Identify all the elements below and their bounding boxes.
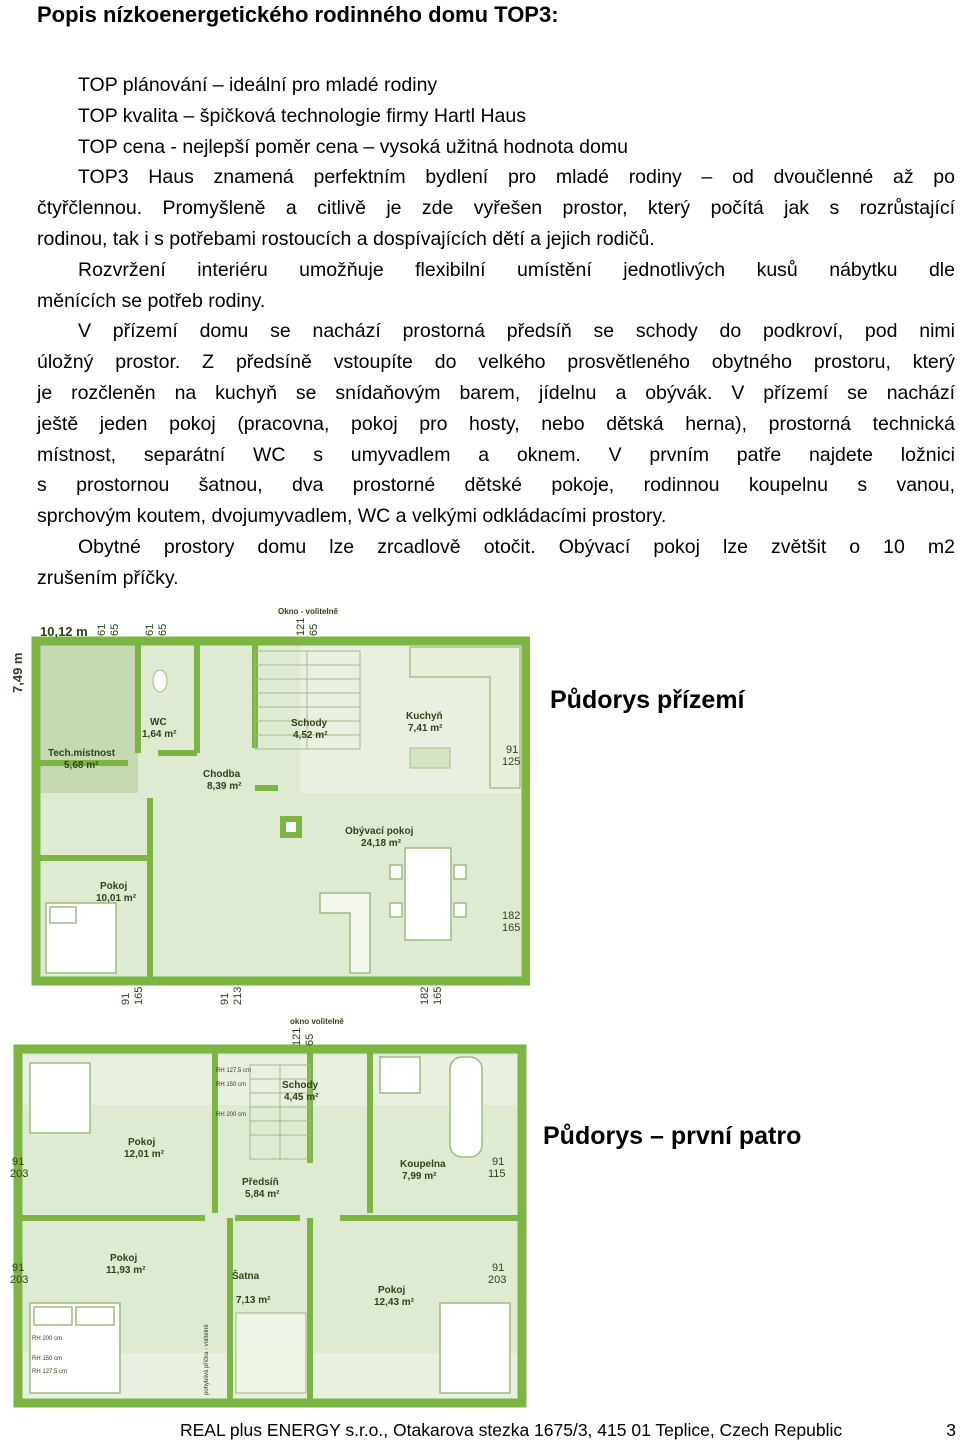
window-dim: 125	[502, 756, 521, 768]
room-area: 24,18 m²	[361, 838, 402, 849]
window-dim: 165	[502, 922, 521, 934]
window-dim: 65	[157, 623, 169, 636]
room-area: 11,93 m²	[106, 1265, 146, 1276]
window-dim: 65	[308, 623, 320, 636]
room-name: Pokoj	[128, 1137, 156, 1148]
text-line: TOP3 Haus znamená perfektním bydlení pro mladé rodiny – od dvoučlenné až po	[78, 166, 955, 189]
text-line: V přízemí domu se nachází prostorná předsíň se schody do podkroví, pod nimi	[78, 320, 955, 343]
room-name: Pokoj	[378, 1285, 406, 1296]
window-dim: 91	[492, 1262, 505, 1274]
window-dim: 65	[109, 623, 121, 636]
dim-width: 10,12 m	[40, 624, 88, 639]
window-dim: 65	[304, 1033, 316, 1046]
window-dim: 115	[488, 1168, 506, 1180]
partition-note: pohyblivá příčka - volitelně	[204, 1324, 210, 1395]
text-line: rodinou, tak i s potřebami rostoucích a dospívajících dětí a jejich rodičů.	[37, 227, 655, 250]
room-area: 7,41 m²	[408, 723, 443, 734]
window-dim: 91	[506, 744, 519, 756]
room-area: 7,13 m²	[236, 1295, 271, 1306]
window-dim: 121	[291, 1027, 303, 1046]
room-name: Koupelna	[400, 1159, 446, 1170]
top-line: TOP cena - nejlepší poměr cena – vysoká užitná hodnota domu	[78, 135, 628, 158]
room-name: Předsíň	[242, 1177, 279, 1188]
paragraph-interior	[37, 255, 955, 317]
room-area: 1,64 m²	[142, 729, 177, 740]
text-line: ještě jeden pokoj (pracovna, pokoj pro hosty, nebo dětská herna), prostorná technická	[37, 412, 955, 435]
window-dim: 182	[419, 986, 431, 1005]
top-list	[37, 70, 955, 594]
room-area: 12,01 m²	[124, 1149, 165, 1160]
window-dim: 182	[502, 910, 521, 922]
company-address: REAL plus ENERGY s.r.o., Otakarova stezka 1675/3, 415 01 Teplice, Czech Republic	[180, 1420, 843, 1440]
paragraph-top3-haus	[37, 162, 955, 254]
text-line: úložný prostor. Z předsíně vstoupíte do velkého prosvětleného obytného prostoru, který	[37, 351, 955, 374]
room-name: Obývací pokoj	[345, 826, 414, 837]
dim-depth: 7,49 m	[10, 652, 25, 693]
ground-floor-plan	[10, 603, 530, 1009]
page-number: 3	[946, 1420, 956, 1440]
first-floor-heading: Půdorys – první patro	[543, 1122, 802, 1150]
room-area: 5,68 m²	[64, 760, 99, 771]
text-line: Rozvržení interiéru umožňuje flexibilní umístění jednotlivých kusů nábytku dle	[78, 258, 955, 281]
top-line: TOP kvalita – špičková technologie firmy Hartl Haus	[78, 104, 526, 127]
paragraph-mirror	[37, 532, 955, 594]
window-dim: 91	[492, 1156, 505, 1168]
text-line: čtyřčlennou. Promyšleně a citlivě je zde vyřešen prostor, který počítá jak s rozrůstající	[37, 197, 955, 220]
window-dim: 203	[10, 1274, 29, 1286]
window-dim: 91	[12, 1156, 25, 1168]
text-line: s prostornou šatnou, dva prostorné dětské pokoje, rodinnou koupelnu s vanou,	[37, 474, 955, 497]
window-dim: 213	[232, 986, 244, 1005]
room-area: 12,43 m²	[374, 1297, 415, 1308]
window-dim: 203	[10, 1168, 29, 1180]
height-note: RH 200 cm	[32, 1336, 63, 1342]
room-name: Chodba	[203, 769, 241, 780]
room-name: WC	[150, 717, 167, 728]
room-name: Tech.místnost	[48, 748, 116, 759]
window-dim: 61	[144, 623, 156, 636]
window-dim: 203	[488, 1274, 507, 1286]
height-note: RH 200 cm	[216, 1112, 247, 1118]
height-note: RH 127,5 cm	[32, 1369, 68, 1375]
room-area: 5,84 m²	[245, 1189, 280, 1200]
room-name: Kuchyň	[406, 711, 443, 722]
bed	[46, 903, 116, 973]
text-line: je rozčleněn na kuchyň se snídaňovým barem, jídelnu a obývák. V přízemí se nachází	[37, 381, 955, 404]
height-note: RH 150 cm	[216, 1082, 247, 1088]
window-dim: 61	[96, 623, 108, 636]
text-line: měnících se potřeb rodiny.	[37, 289, 266, 312]
text-line: místnost, separátní WC s umyvadlem a oknem. V prvním patře najdete ložnici	[37, 443, 955, 466]
window-dim: 91	[12, 1262, 25, 1274]
room-name: Pokoj	[100, 881, 128, 892]
room-area: 10,01 m²	[96, 893, 137, 904]
window-dim: 121	[295, 617, 307, 636]
room-area: 7,99 m²	[402, 1171, 437, 1182]
paragraph-ground-floor	[37, 316, 955, 532]
room-name: Schody	[291, 718, 328, 729]
room-name: Schody	[282, 1080, 319, 1091]
top-line: TOP plánování – ideální pro mladé rodiny	[78, 74, 438, 96]
page-title: Popis nízkoenergetického rodinného domu TOP3:	[37, 2, 559, 27]
text-line: Obytné prostory domu lze zrcadlově otočit. Obývací pokoj lze zvětšit o 10 m2	[78, 535, 955, 558]
window-dim: 91	[120, 992, 132, 1005]
room-area: 8,39 m²	[207, 781, 242, 792]
ground-floor-heading: Půdorys přízemí	[550, 686, 745, 714]
first-floor-plan	[10, 1013, 530, 1409]
window-note: okno volitelně	[290, 1017, 344, 1026]
window-dim: 165	[133, 986, 145, 1005]
text-line: sprchovým koutem, dvojumyvadlem, WC a velkými odkládacími prostory.	[37, 505, 667, 528]
room-name: Šatna	[232, 1271, 260, 1282]
room-name: Pokoj	[110, 1253, 138, 1264]
room-area: 4,45 m²	[284, 1092, 319, 1103]
text-line: zrušením příčky.	[37, 566, 179, 589]
window-dim: 91	[219, 992, 231, 1005]
height-note: RH 127,5 cm	[216, 1068, 252, 1074]
window-note: Okno - volitelně	[278, 607, 339, 616]
room-area: 4,52 m²	[293, 730, 328, 741]
window-dim: 165	[432, 986, 444, 1005]
height-note: RH 150 cm	[32, 1356, 63, 1362]
